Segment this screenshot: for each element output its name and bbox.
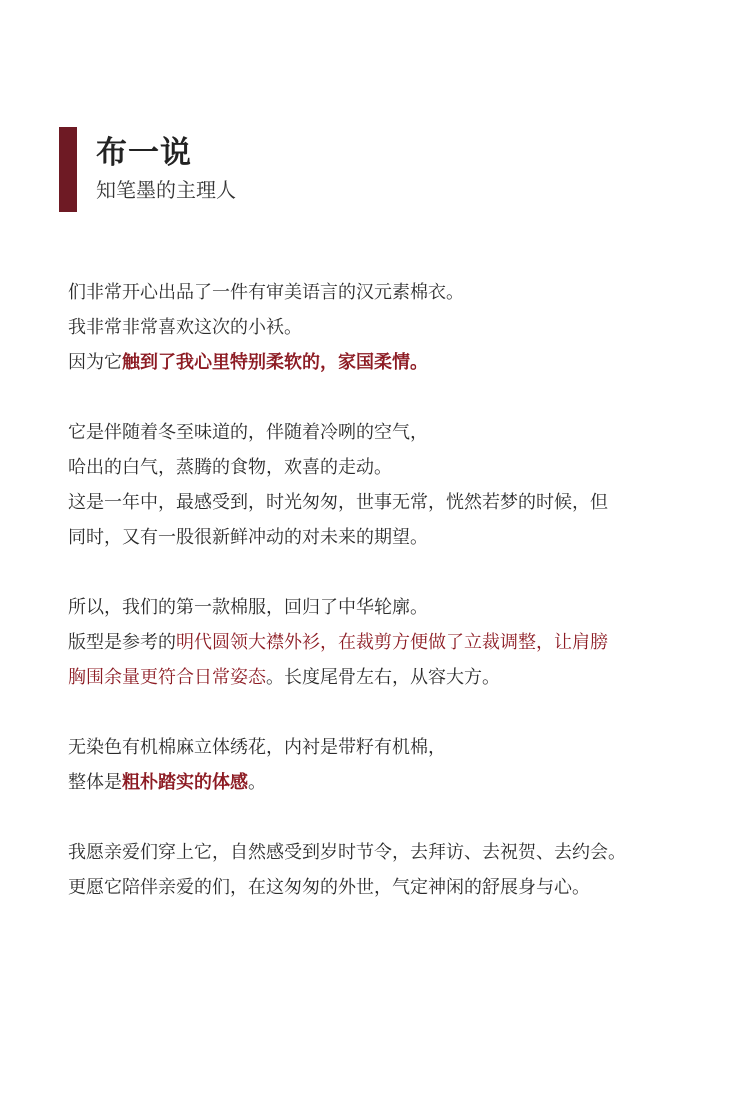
line-text: 整体是 xyxy=(68,772,122,793)
text-line xyxy=(68,415,718,450)
text-line xyxy=(68,660,718,695)
highlight-text: 胸围余量更符合日常姿态 xyxy=(68,667,266,688)
text-line xyxy=(68,310,718,345)
text-line xyxy=(68,450,718,485)
author-role: 知笔墨的主理人 xyxy=(96,178,236,202)
line-text: 我愿亲爱们穿上它，自然感受到岁时节令，去拜访、去祝贺、去约会。 xyxy=(68,842,626,863)
text-line xyxy=(68,275,718,310)
text-line xyxy=(68,730,718,765)
text-line xyxy=(68,870,718,905)
text-line xyxy=(68,590,718,625)
paragraph xyxy=(68,590,718,695)
text-line xyxy=(68,765,718,800)
line-text: 。 xyxy=(248,772,266,793)
accent-bar xyxy=(59,127,77,212)
line-text: 无染色有机棉麻立体绣花，内衬是带籽有机棉， xyxy=(68,737,446,758)
paragraph xyxy=(68,835,718,905)
author-header xyxy=(59,127,236,212)
line-text: 它是伴随着冬至味道的，伴随着冷咧的空气， xyxy=(68,422,428,443)
text-line xyxy=(68,520,718,555)
paragraph xyxy=(68,730,718,800)
line-text: 哈出的白气，蒸腾的食物，欢喜的走动。 xyxy=(68,457,392,478)
text-line xyxy=(68,835,718,870)
line-text: 所以，我们的第一款棉服，回归了中华轮廓。 xyxy=(68,597,428,618)
line-text: 因为它 xyxy=(68,352,122,373)
author-name: 布一说 xyxy=(96,135,192,171)
paragraph xyxy=(68,415,718,555)
line-text: 更愿它陪伴亲爱的们，在这匆匆的外世，气定神闲的舒展身与心。 xyxy=(68,877,590,898)
highlight-text: 触到了我心里特别柔软的，家国柔情。 xyxy=(122,352,428,373)
line-text: 版型是参考的 xyxy=(68,632,176,653)
highlight-text: 粗朴踏实的体感 xyxy=(122,772,248,793)
text-line xyxy=(68,345,718,380)
article-body xyxy=(68,275,718,940)
text-line xyxy=(68,625,718,660)
line-text: 这是一年中，最感受到，时光匆匆，世事无常，恍然若梦的时候，但 xyxy=(68,492,608,513)
highlight-text: 明代圆领大襟外衫，在裁剪方便做了立裁调整，让肩膀 xyxy=(176,632,608,653)
text-line xyxy=(68,485,718,520)
line-text: 我非常非常喜欢这次的小袄。 xyxy=(68,317,302,338)
author-info xyxy=(96,127,236,212)
line-text: 同时，又有一股很新鲜冲动的对未来的期望。 xyxy=(68,527,428,548)
line-text: 们非常开心出品了一件有审美语言的汉元素棉衣。 xyxy=(68,282,464,303)
line-text: 。长度尾骨左右，从容大方。 xyxy=(266,667,500,688)
paragraph xyxy=(68,275,718,380)
